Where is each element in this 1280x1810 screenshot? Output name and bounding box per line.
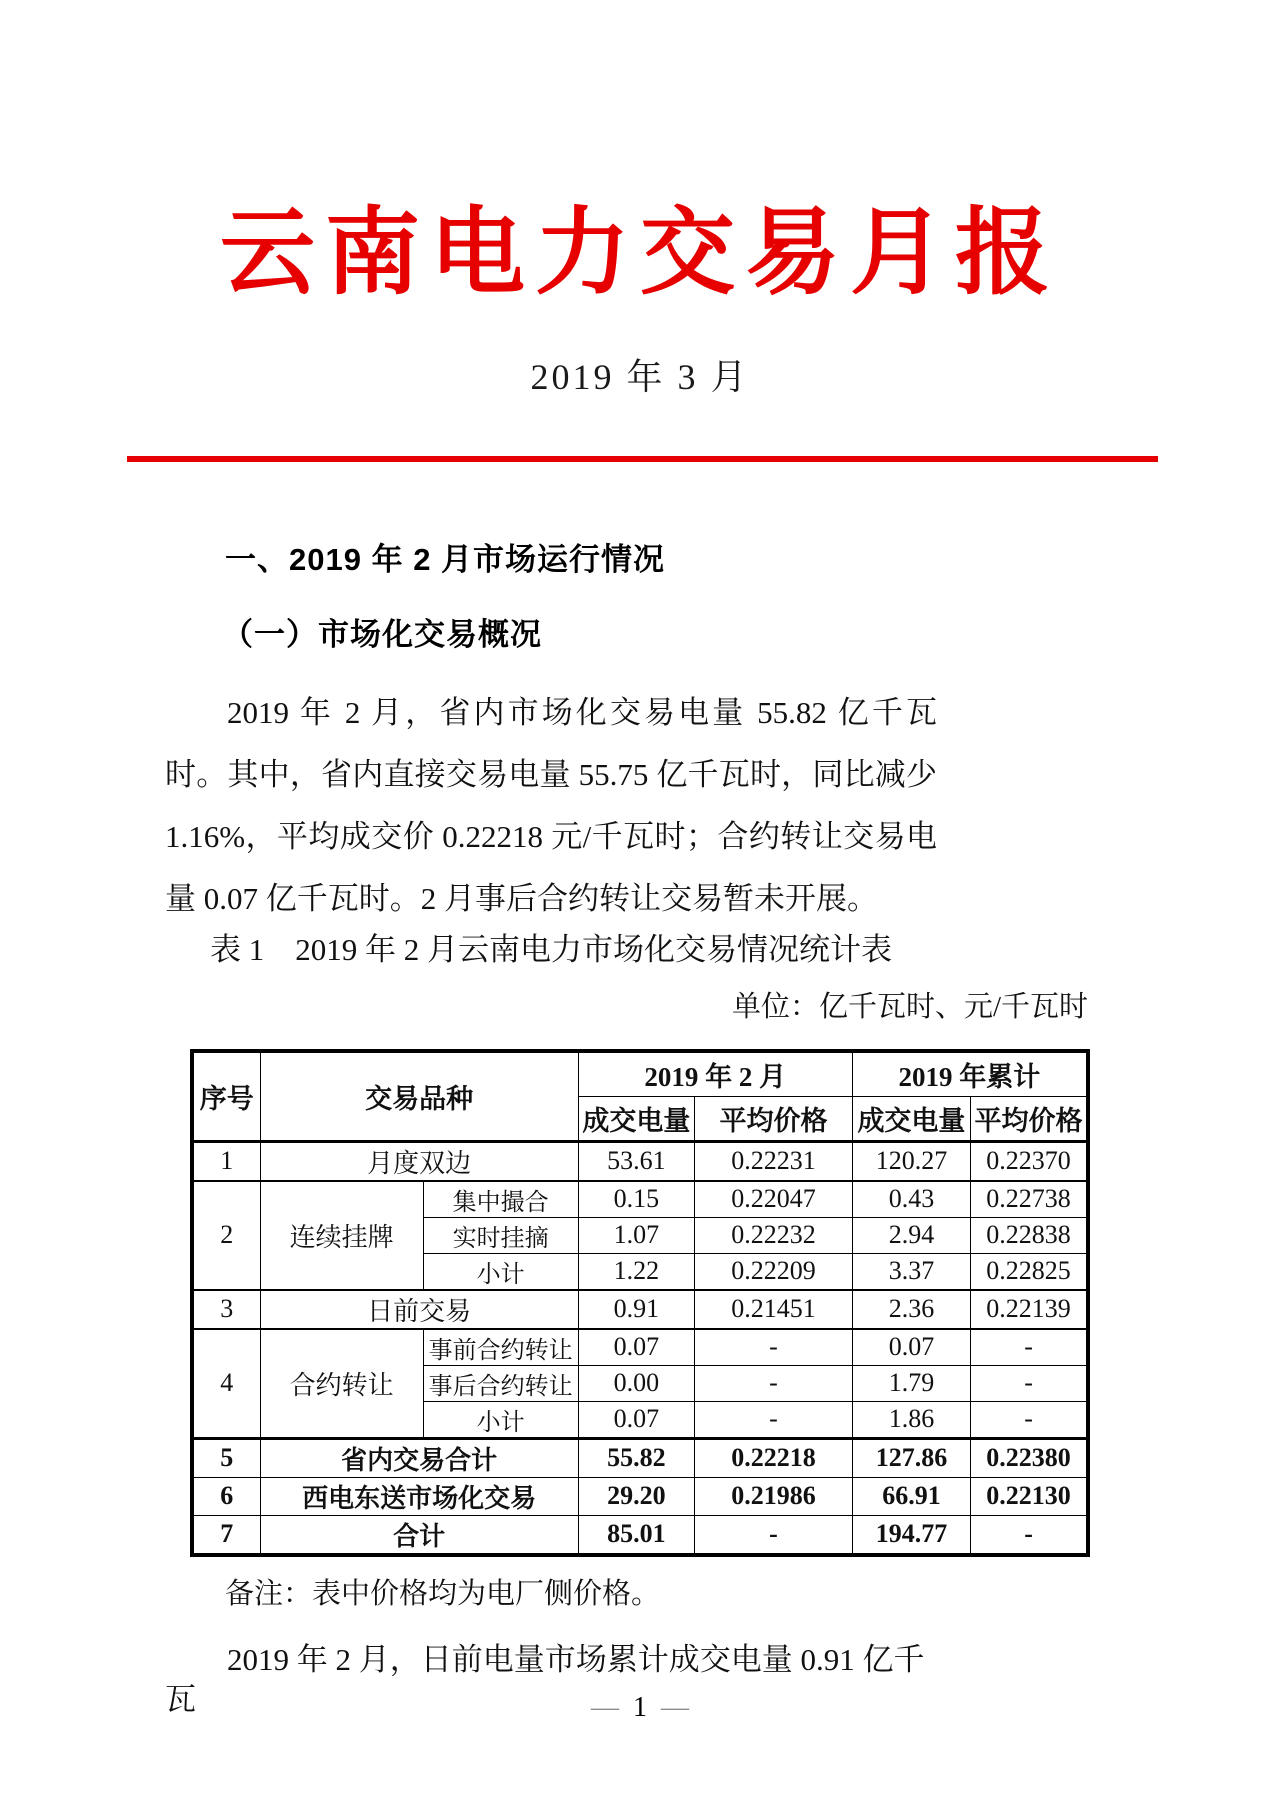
table-cell: 1.79 — [852, 1365, 970, 1401]
page-number-dash-left: — — [591, 1692, 619, 1723]
table-cell: 1.22 — [578, 1253, 694, 1290]
table-cell: 0.22231 — [695, 1141, 853, 1181]
table-cell: - — [971, 1365, 1088, 1401]
table-row-contract-transfer-1 — [192, 1329, 1088, 1366]
table-cell: - — [971, 1329, 1088, 1366]
table-row-provincial-total — [192, 1438, 1088, 1477]
table-cell: 0.22825 — [971, 1253, 1088, 1290]
table-cell: 0.91 — [578, 1290, 694, 1329]
next-paragraph: 2019 年 2 月，日前电量市场累计成交电量 0.91 亿千瓦 — [165, 1641, 925, 1717]
table-cell: 0.22838 — [971, 1217, 1088, 1253]
table-cell: 3.37 — [852, 1253, 970, 1290]
table-cell: 0.22370 — [971, 1141, 1088, 1181]
table-cell: 6 — [192, 1477, 260, 1515]
table-cell: 0.07 — [852, 1329, 970, 1366]
table-unit-note: 单位：亿千瓦时、元/千瓦时 — [731, 991, 1088, 1023]
table-cell: 0.15 — [578, 1181, 694, 1218]
table-cell: - — [971, 1401, 1088, 1438]
page-number — [0, 1692, 1280, 1724]
table-cell: - — [695, 1515, 853, 1555]
table-cell: 月度双边 — [260, 1141, 578, 1181]
table-cell: 合约转让 — [260, 1329, 423, 1439]
table-cell: 1.07 — [578, 1217, 694, 1253]
table-cell: 55.82 — [578, 1438, 694, 1477]
table-cell: 194.77 — [852, 1515, 970, 1555]
table-cell: 集中撮合 — [423, 1181, 578, 1218]
table-cell: 66.91 — [852, 1477, 970, 1515]
table-cell: 120.27 — [852, 1141, 970, 1181]
table-cell: 西电东送市场化交易 — [260, 1477, 578, 1515]
overview-paragraph: 2019 年 2 月，省内市场化交易电量 55.82 亿千瓦时。其中，省内直接交易电量 55.75 亿千瓦时，同比减少 1.16%，平均成交价 0.22218 元/千瓦时；合约转让交易电量 0.07 亿千瓦时。2 月事后合约转让交易暂未开展。 — [165, 695, 937, 916]
table-cell: 2.36 — [852, 1290, 970, 1329]
table-header-cell-feb: 2019 年 2 月 — [578, 1051, 852, 1096]
table-header-cell-no: 序号 — [192, 1051, 260, 1141]
table-cell: 0.22047 — [695, 1181, 853, 1218]
table-cell: - — [695, 1401, 853, 1438]
table-cell: 85.01 — [578, 1515, 694, 1555]
table-header-cell-type: 交易品种 — [260, 1051, 578, 1141]
table-cell: 连续挂牌 — [260, 1181, 423, 1290]
table-cell: 0.22209 — [695, 1253, 853, 1290]
table-cell: - — [971, 1515, 1088, 1555]
table-header-cell-cum-vol: 成交电量 — [852, 1096, 970, 1141]
table-cell: 实时挂摘 — [423, 1217, 578, 1253]
table-row-day-ahead — [192, 1290, 1088, 1329]
table-caption: 表 1 2019 年 2 月云南电力市场化交易情况统计表 — [210, 932, 892, 967]
page-number-dash-right: — — [661, 1692, 689, 1723]
table-cell: 事前合约转让 — [423, 1329, 578, 1366]
table-row-monthly-bilateral — [192, 1141, 1088, 1181]
table-cell: 0.21451 — [695, 1290, 853, 1329]
table-cell: 合计 — [260, 1515, 578, 1555]
table-row-west-to-east — [192, 1477, 1088, 1515]
table-cell: 0.22139 — [971, 1290, 1088, 1329]
table-cell: 4 — [192, 1329, 260, 1439]
table-header-cell-feb-price: 平均价格 — [695, 1096, 853, 1141]
table-row-grand-total — [192, 1515, 1088, 1555]
section-heading-1: 一、2019 年 2 月市场运行情况 — [225, 542, 666, 577]
table-cell: 0.43 — [852, 1181, 970, 1218]
trading-stats-table — [190, 1049, 1090, 1557]
table-cell: 小计 — [423, 1401, 578, 1438]
table-cell: 0.00 — [578, 1365, 694, 1401]
table-cell: 2 — [192, 1181, 260, 1290]
table-row-continuous-listing-1 — [192, 1181, 1088, 1218]
table-cell: 7 — [192, 1515, 260, 1555]
table-cell: 0.22232 — [695, 1217, 853, 1253]
table-header-cell-feb-vol: 成交电量 — [578, 1096, 694, 1141]
page-number-value: 1 — [633, 1692, 647, 1723]
table-cell: 127.86 — [852, 1438, 970, 1477]
table-cell: 省内交易合计 — [260, 1438, 578, 1477]
table-cell: 53.61 — [578, 1141, 694, 1181]
table-header-row — [192, 1051, 1088, 1096]
table-header-cell-cum: 2019 年累计 — [852, 1051, 1088, 1096]
table-cell: 1.86 — [852, 1401, 970, 1438]
table-cell: - — [695, 1365, 853, 1401]
table-cell: 0.07 — [578, 1329, 694, 1366]
table-cell: 3 — [192, 1290, 260, 1329]
table-cell: 2.94 — [852, 1217, 970, 1253]
table-cell: 0.22130 — [971, 1477, 1088, 1515]
red-divider-rule — [127, 456, 1158, 462]
document-date: 2019 年 3 月 — [530, 357, 750, 397]
table-cell: 5 — [192, 1438, 260, 1477]
table-cell: 29.20 — [578, 1477, 694, 1515]
table-cell: 日前交易 — [260, 1290, 578, 1329]
table-cell: 小计 — [423, 1253, 578, 1290]
section-heading-2: （一）市场化交易概况 — [222, 617, 542, 652]
table-header-cell-cum-price: 平均价格 — [971, 1096, 1088, 1141]
table-cell: 0.22738 — [971, 1181, 1088, 1218]
table-cell: 0.21986 — [695, 1477, 853, 1515]
table-cell: 0.22218 — [695, 1438, 853, 1477]
table-cell: 0.07 — [578, 1401, 694, 1438]
table-cell: 0.22380 — [971, 1438, 1088, 1477]
document-title: 云南电力交易月报 — [219, 200, 1060, 306]
table-cell: 1 — [192, 1141, 260, 1181]
table-cell: - — [695, 1329, 853, 1366]
table-footnote: 备注：表中价格均为电厂侧价格。 — [225, 1577, 661, 1610]
table-cell: 事后合约转让 — [423, 1365, 578, 1401]
